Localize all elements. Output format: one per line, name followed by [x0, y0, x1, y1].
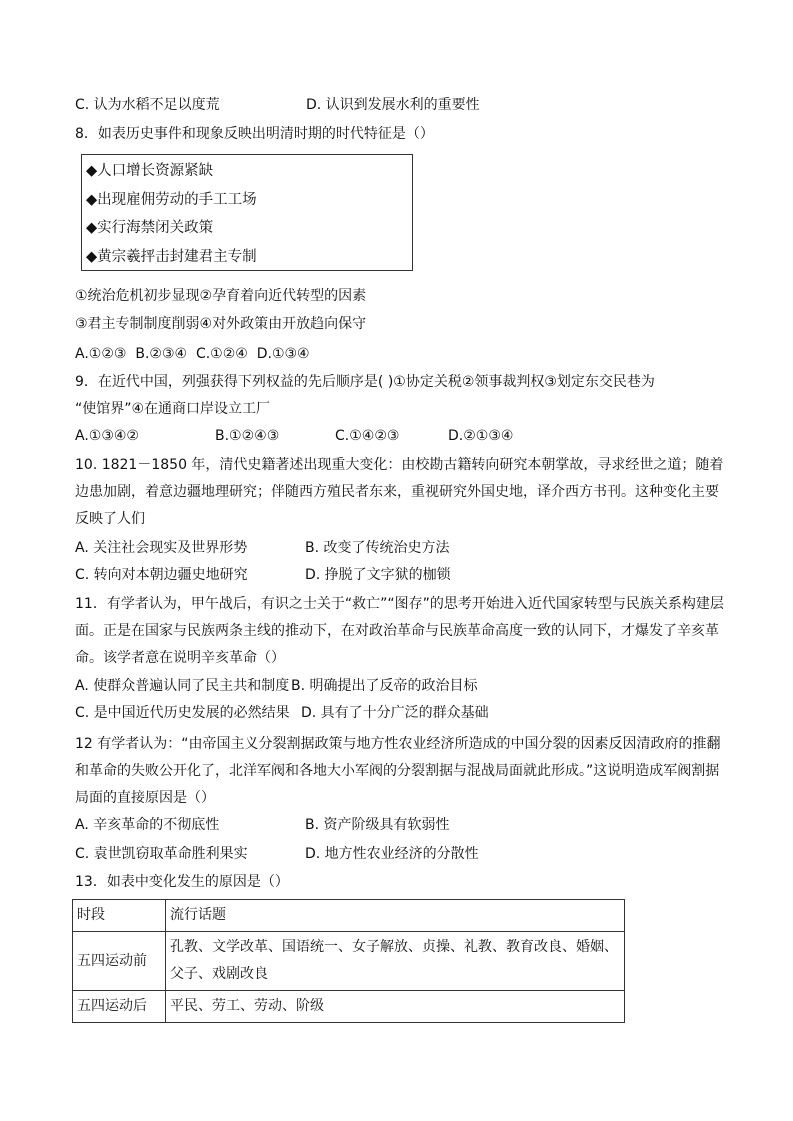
q8-options: A.①②③ B.②③④ C.①②④ D.①③④ [75, 346, 310, 362]
table-row [73, 932, 625, 991]
q10-option-a: A. 关注社会现实及世界形势 [75, 540, 248, 556]
q12-stem: 12 有学者认为：“由帝国主义分裂割据政策与地方性农业经济所造成的中国分裂的因素反因清政府的推翻和革命的失败公开化了，北洋军阀和各地大小军阀的分裂割据与混战局面就此形成。”这说明造成军阀割据局面的直接原因是（） [75, 736, 721, 806]
q12-option-b: B. 资产阶级具有软弱性 [305, 817, 450, 833]
q10-option-b: B. 改变了传统治史方法 [305, 540, 450, 556]
q10-stem: 10. 1821－1850 年，清代史籍著述出现重大变化：由校勘古籍转向研究本朝掌故，寻求经世之道；随着边患加剧，着意边疆地理研究；伴随西方殖民者东来，重视研究外国史地，译介西方书刊。这种变化主要反映了人们 [75, 457, 724, 527]
q11-option-d: D. 具有了十分广泛的群众基础 [301, 705, 489, 721]
q9-option-d: D.②①③④ [448, 428, 514, 444]
q8-stem: 8．如表历史事件和现象反映出明清时期的时代特征是（） [75, 126, 434, 142]
q8-statement-1: ①统治危机初步显现②孕育着向近代转型的因素 [75, 288, 367, 304]
q12-option-d: D. 地方性农业经济的分散性 [305, 846, 479, 862]
q9-stem-line1: 9．在近代中国，列强获得下列权益的先后顺序是( )①协定关税②领事裁判权③划定东交民巷为 [75, 374, 655, 390]
q12-option-a: A. 辛亥革命的不彻底性 [75, 817, 220, 833]
table-row [73, 991, 625, 1023]
q9-option-b: B.①②④③ [215, 428, 280, 444]
q11-stem: 11．有学者认为，甲午战后，有识之士关于“救亡”“图存”的思考开始进入近代国家转型与民族关系构建层面。正是在国家与民族两条主线的推动下，在对政治革命与民族革命高度一致的认同下，才爆发了辛亥革命。该学者意在说明辛亥革命（） [75, 596, 724, 666]
q7-option-d: D. 认识到发展水利的重要性 [306, 97, 480, 113]
q10-option-d: D. 挣脱了文字狱的枷锁 [305, 567, 451, 583]
q8-statement-2: ③君主专制制度削弱④对外政策由开放趋向保守 [75, 316, 367, 332]
table-header-row [73, 900, 625, 932]
table-cell: 五四运动后 [73, 991, 166, 1023]
q13-table [72, 899, 625, 1023]
q9-stem-line2: “使馆界”④在通商口岸设立工厂 [75, 401, 271, 417]
table-cell: 平民、劳工、劳动、阶级 [166, 991, 625, 1023]
q12-option-c: C. 袁世凯窃取革命胜利果实 [75, 846, 248, 862]
table-cell: 五四运动前 [73, 932, 166, 991]
q8-box-item: ◆黄宗羲抨击封建君主专制 [86, 249, 257, 265]
q9-option-c: C.①④②③ [335, 428, 400, 444]
q8-info-box [81, 154, 413, 271]
q11-option-a: A. 使群众普遍认同了民主共和制度 [75, 678, 290, 694]
q8-box-item: ◆出现雇佣劳动的手工工场 [86, 192, 257, 208]
q10-option-c: C. 转向对本朝边疆史地研究 [75, 567, 248, 583]
table-header-cell: 时段 [73, 900, 166, 932]
q11-option-b: B. 明确提出了反帝的政治目标 [291, 678, 478, 694]
table-cell: 孔教、文学改革、国语统一、女子解放、贞操、礼教、教育改良、婚姻、父子、戏剧改良 [166, 932, 625, 991]
table-header-cell: 流行话题 [166, 900, 625, 932]
q9-option-a: A.①③④② [75, 428, 139, 444]
q11-option-c: C. 是中国近代历史发展的必然结果 [75, 705, 290, 721]
q8-box-item: ◆人口增长资源紧缺 [86, 163, 214, 179]
q13-stem: 13．如表中变化发生的原因是（） [75, 874, 289, 890]
q8-box-item: ◆实行海禁闭关政策 [86, 220, 214, 236]
q7-option-c: C. 认为水稻不足以度荒 [75, 97, 220, 113]
